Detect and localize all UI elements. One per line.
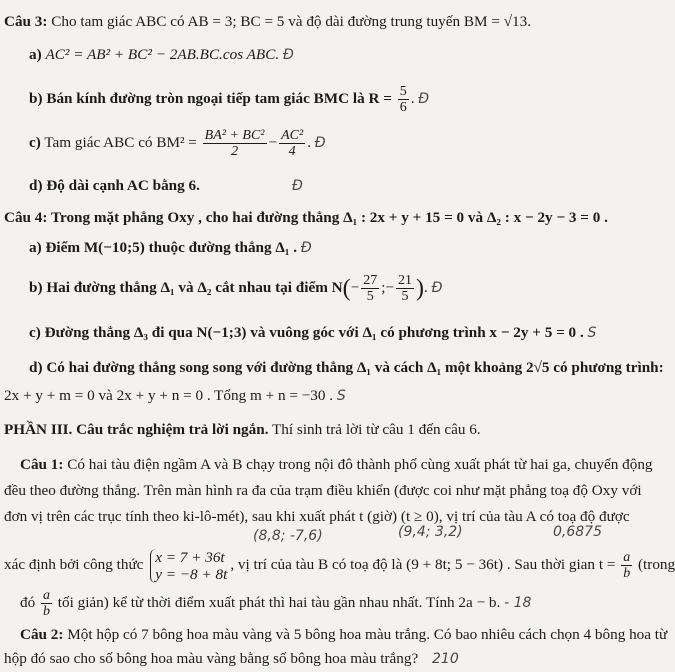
p1-line-5: đó $\frac{a}{b}$ tối giản) kể từ thời điểm xuất phát thì hai tàu gần nhau nhất. Tính 2a − b. - 18	[20, 588, 532, 620]
q3-stem	[4, 12, 531, 32]
p1-fraction-a-b-2: $\frac{a}{b}$	[42, 588, 50, 620]
p1-handnote-4: - 18	[504, 595, 532, 611]
q3-c-handmark: Đ	[314, 135, 326, 151]
q3-d-text: Độ dài cạnh AC bằng 6.	[46, 177, 200, 194]
p1-line-4: xác định bởi công thức x = 7 + 36t y = −8 + 8t , vị trí của tàu B có toạ độ là (9 + 8t; 5 − 36t) . Sau thời gian t = $\frac{a}{b}$ (trong	[4, 548, 675, 583]
q3-a-handmark: Đ	[282, 47, 294, 63]
q3-a-label: a)	[29, 46, 42, 63]
p1-handnote-1: (8,8; -7,6)	[253, 528, 323, 544]
q4-text: Trong mặt phẳng Oxy , cho hai đường thẳng Δ₁ : 2x + y + 15 = 0 và Δ₂ : x − 2y − 3 = 0 .	[47, 209, 608, 226]
q4-c-label: c)	[29, 324, 41, 341]
q3-item-c: c) Tam giác ABC có BM² = $\frac{\text{BA² + BC²}}{2}$ − $\frac{\text{AC²}}{4}$ . Đ	[29, 128, 326, 160]
q4-item-d-cont	[4, 386, 346, 406]
p1-system: x = 7 + 36t y = −8 + 8t	[150, 549, 227, 583]
p2-line-2: hộp đó sao cho số bông hoa màu vàng bằng số bông hoa màu trắng? 210	[4, 650, 459, 667]
q4-a-text: Điểm M(−10;5) thuộc đường thẳng Δ₁ .	[45, 239, 298, 256]
q4-d-label: d)	[29, 359, 43, 376]
p1-line-3: đơn vị trên các trục tính theo ki-lô-mét), sau khi xuất phát t (giờ) (t ≥ 0), vị trí của tàu A có toạ độ được	[4, 508, 630, 525]
q3-b-fraction: $\frac{5}{6}$	[399, 84, 407, 116]
q4-item-d	[29, 358, 664, 378]
q3-b-label: b)	[29, 90, 43, 107]
q3-a-text: AC² = AB² + BC² − 2AB.BC.cos ABC.	[45, 46, 280, 63]
q3-d-handmark: Đ	[292, 178, 303, 194]
q3-c-label: c)	[29, 134, 41, 151]
p2-heading: Câu 2:	[20, 626, 64, 643]
q3-d-label: d)	[29, 177, 43, 194]
q4-b-handmark: Đ	[431, 280, 443, 296]
part3-heading: PHẦN III. Câu trắc nghiệm trả lời ngắn.	[4, 421, 269, 438]
q3-heading: Câu 3:	[4, 13, 48, 30]
p1-fraction-a-b: $\frac{a}{b}$	[623, 550, 631, 582]
q3-c-fraction-2: $\frac{\text{AC²}}{4}$	[281, 128, 304, 160]
q3-c-text: Tam giác ABC có BM² =	[44, 134, 197, 151]
q4-d-text-2: 2x + y + m = 0 và 2x + y + n = 0 . Tổng m + n = −30 .	[4, 387, 334, 404]
p2-line-1: Câu 2: Một hộp có 7 bông hoa màu vàng và 5 bông hoa màu trắng. Có bao nhiêu cách chọn 4 bông hoa từ	[20, 626, 668, 643]
part3-header	[4, 420, 481, 440]
q4-b-label: b)	[29, 279, 43, 296]
p1-line-2: đều theo đường thẳng. Trên màn hình ra đa của trạm điều khiển (được coi như mặt phẳng toạ độ Oxy với	[4, 482, 642, 499]
q4-heading: Câu 4:	[4, 209, 48, 226]
q4-d-handmark: S	[336, 388, 346, 404]
p1-heading: Câu 1:	[20, 456, 64, 473]
p1-handnote-3: 0,6875	[553, 524, 602, 540]
q4-b-text: Hai đường thẳng Δ₁ và Δ₂ cắt nhau tại điểm N	[46, 279, 343, 296]
q3-b-handmark: Đ	[418, 91, 430, 107]
q4-c-text: Đường thẳng Δ₃ đi qua N(−1;3) và vuông góc với Δ₁ có phương trình x − 2y + 5 = 0 .	[44, 324, 584, 341]
q4-item-a	[29, 238, 312, 258]
q4-item-b: b) Hai đường thẳng Δ₁ và Δ₂ cắt nhau tại điểm N(− $\frac{27}{5}$ ;− $\frac{21}{5}$ ). Đ	[29, 273, 443, 305]
q4-item-c	[29, 323, 596, 343]
q3-item-d	[29, 176, 200, 196]
p1-handnote-2: (9,4; 3,2)	[398, 524, 463, 540]
q4-b-fraction-2: $\frac{21}{5}$	[398, 273, 412, 305]
q4-d-text: Có hai đường thẳng song song với đường thẳng Δ₁ và cách Δ₁ một khoảng 2√5 có phương trình:	[46, 359, 664, 376]
q3-item-b: b) Bán kính đường tròn ngoại tiếp tam giác BMC là R = $\frac{5}{6}$ . Đ	[29, 84, 430, 116]
q3-text: Cho tam giác ABC có AB = 3; BC = 5 và độ dài đường trung tuyến BM = √13.	[47, 13, 532, 30]
q4-c-handmark: S	[587, 325, 597, 341]
q4-a-handmark: Đ	[300, 240, 312, 256]
q3-c-fraction-1: $\frac{\text{BA² + BC²}}{2}$	[204, 128, 265, 160]
p1-line-1: Câu 1: Có hai tàu điện ngầm A và B chạy trong nội đô thành phố cùng xuất phát từ hai ga, chuyển động	[20, 456, 653, 473]
q3-b-text: Bán kính đường tròn ngoại tiếp tam giác BMC là R =	[46, 90, 392, 107]
q4-stem	[4, 208, 608, 228]
part3-text: Thí sinh trả lời từ câu 1 đến câu 6.	[268, 421, 481, 438]
q4-b-fraction-1: $\frac{27}{5}$	[363, 273, 378, 305]
q4-a-label: a)	[29, 239, 42, 256]
q3-item-a	[29, 45, 294, 65]
p2-handnote: 210	[432, 651, 459, 667]
